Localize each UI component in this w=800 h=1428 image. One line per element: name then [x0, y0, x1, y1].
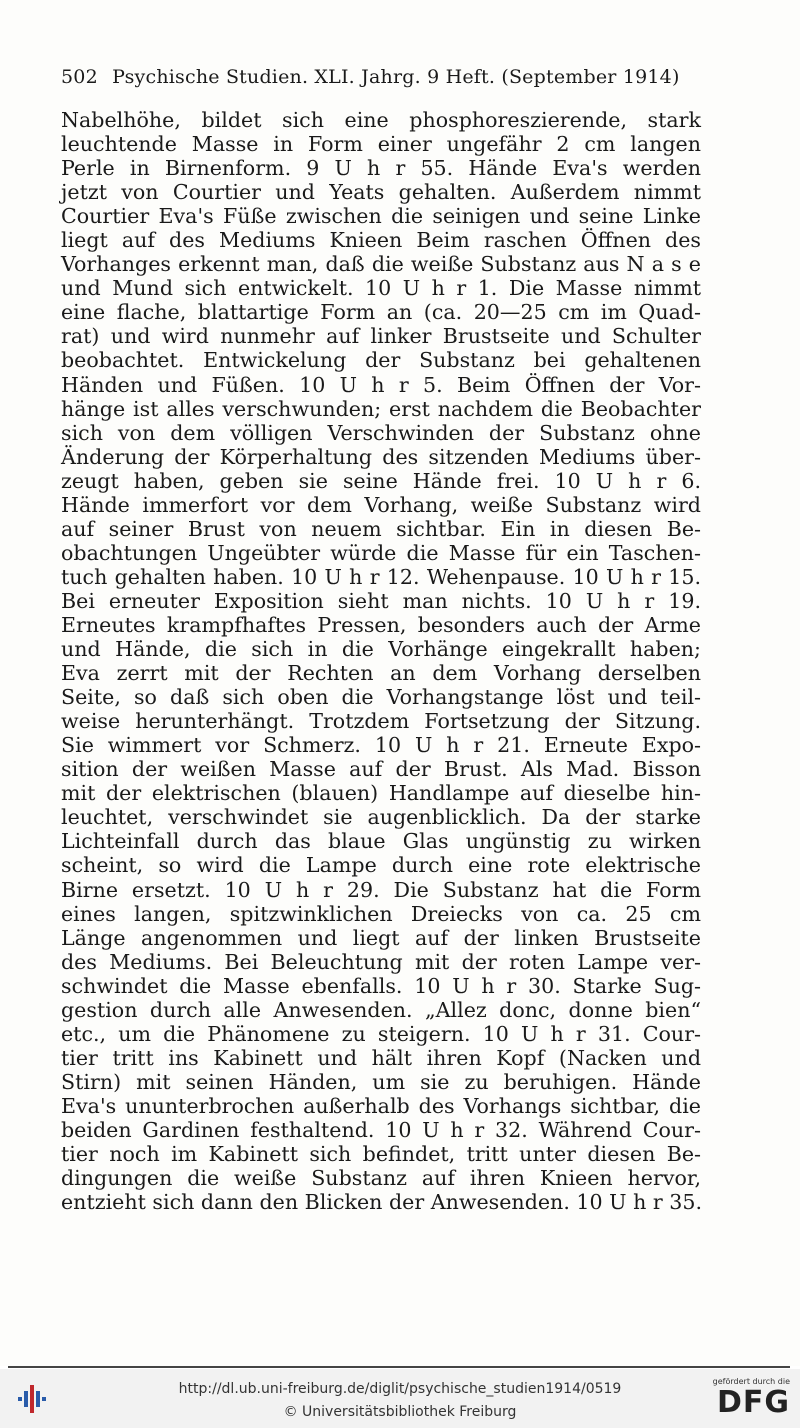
text-line: gestion durch alle Anwesenden. „Allez donc, donne bien“: [61, 997, 701, 1022]
body-text: [61, 108, 701, 1214]
text-line: leuchtet, verschwindet sie augenblicklich. Da der starke: [61, 805, 701, 830]
text-line: scheint, so wird die Lampe durch eine rote elektrische: [61, 853, 701, 878]
text-line: mit der elektrischen (blauen) Handlampe auf dieselbe hin-: [61, 781, 701, 806]
text-line: Erneutes krampfhaftes Pressen, besonders auch der Arme: [61, 612, 701, 637]
text-line: des Mediums. Bei Beleuchtung mit der roten Lampe ver-: [61, 949, 701, 974]
text-line: entzieht sich dann den Blicken der Anwesenden. 10 U h r 35.: [61, 1190, 703, 1215]
text-line: jetzt von Courtier und Yeats gehalten. Außerdem nimmt: [61, 180, 701, 205]
text-line: auf seiner Brust von neuem sichtbar. Ein in diesen Be-: [61, 516, 701, 541]
text-line: Hände immerfort vor dem Vorhang, weiße Substanz wird: [61, 492, 701, 517]
viewer-footer: [0, 1369, 800, 1428]
text-line: beobachtet. Entwickelung der Substanz bei gehaltenen: [61, 348, 701, 373]
text-line: tier tritt ins Kabinett und hält ihren Kopf (Nacken und: [61, 1045, 701, 1070]
text-line: weise herunterhängt. Trotzdem Fortsetzung der Sitzung.: [61, 709, 701, 734]
text-line: Änderung der Körperhaltung des sitzenden Mediums über-: [61, 444, 701, 469]
dfg-logo-text: DFG: [716, 1385, 790, 1420]
text-line: sich von dem völligen Verschwinden der Substanz ohne: [61, 420, 701, 445]
text-line: etc., um die Phänomene zu steigern. 10 U h r 31. Cour-: [61, 1021, 701, 1046]
running-head-title: Psychische Studien. XLI. Jahrg. 9 Heft. (September 1914): [112, 66, 680, 88]
text-line: Länge angenommen und liegt auf der linken Brustseite: [61, 925, 701, 950]
text-line: Seite, so daß sich oben die Vorhangstange löst und teil-: [61, 685, 701, 710]
page-number: 502: [61, 66, 98, 88]
text-line: schwindet die Masse ebenfalls. 10 U h r 30. Starke Sug-: [61, 973, 701, 998]
text-line: Perle in Birnenform. 9 U h r 55. Hände Eva's werden: [61, 156, 701, 181]
text-line: und Mund sich entwickelt. 10 U h r 1. Die Masse nimmt: [61, 276, 701, 301]
text-line: eines langen, spitzwinklichen Dreiecks von ca. 25 cm: [61, 901, 701, 926]
text-line: Lichteinfall durch das blaue Glas ungünstig zu wirken: [61, 829, 701, 854]
document-url-link[interactable]: http://dl.ub.uni-freiburg.de/diglit/psychische_studien1914/0519: [178, 1381, 622, 1397]
sponsor-caption: gefördert durch die: [712, 1377, 790, 1386]
dfg-sponsor-logo: [706, 1377, 790, 1423]
text-line: Birne ersetzt. 10 U h r 29. Die Substanz hat die Form: [61, 877, 701, 902]
text-line: Courtier Eva's Füße zwischen die seinigen und seine Linke: [61, 204, 701, 229]
text-line: Sie wimmert vor Schmerz. 10 U h r 21. Erneute Expo-: [61, 733, 701, 758]
text-line: Eva zerrt mit der Rechten an dem Vorhang derselben: [61, 661, 701, 686]
text-line: sition der weißen Masse auf der Brust. Als Mad. Bisson: [61, 757, 701, 782]
text-line: Händen und Füßen. 10 U h r 5. Beim Öffnen der Vor-: [61, 372, 701, 397]
running-head: [61, 66, 701, 88]
text-line: beiden Gardinen festhaltend. 10 U h r 32. Während Cour-: [61, 1117, 701, 1142]
text-line: rat) und wird nunmehr auf linker Brustseite und Schulter: [61, 324, 701, 349]
text-line: Stirn) mit seinen Händen, um sie zu beruhigen. Hände: [61, 1069, 701, 1094]
text-line: Vorhanges erkennt man, daß die weiße Substanz aus N a s e: [61, 252, 701, 277]
text-line: eine flache, blattartige Form an (ca. 20—25 cm im Quad-: [61, 300, 701, 325]
copyright-notice: © Universitätsbibliothek Freiburg: [283, 1404, 517, 1420]
text-line: leuchtende Masse in Form einer ungefähr 2 cm langen: [61, 132, 701, 157]
text-line: zeugt haben, geben sie seine Hände frei. 10 U h r 6.: [61, 468, 701, 493]
text-line: Bei erneuter Exposition sieht man nichts. 10 U h r 19.: [61, 588, 701, 613]
text-line: Nabelhöhe, bildet sich eine phosphoreszierende, stark: [61, 108, 701, 132]
text-line: tier noch im Kabinett sich befindet, tritt unter diesen Be-: [61, 1142, 701, 1167]
text-line: hänge ist alles verschwunden; erst nachdem die Beobachter: [61, 396, 701, 421]
text-line: dingungen die weiße Substanz auf ihren Knieen hervor,: [61, 1166, 701, 1191]
text-line: tuch gehalten haben. 10 U h r 12. Wehenpause. 10 U h r 15.: [61, 564, 701, 589]
text-line: Eva's ununterbrochen außerhalb des Vorhangs sichtbar, die: [61, 1093, 701, 1118]
text-line: obachtungen Ungeübter würde die Masse für ein Taschen-: [61, 540, 701, 565]
text-line: liegt auf des Mediums Knieen Beim raschen Öffnen des: [61, 228, 701, 253]
text-line: und Hände, die sich in die Vorhänge eingekrallt haben;: [61, 637, 701, 662]
page-bottom-rule: [8, 1366, 790, 1368]
